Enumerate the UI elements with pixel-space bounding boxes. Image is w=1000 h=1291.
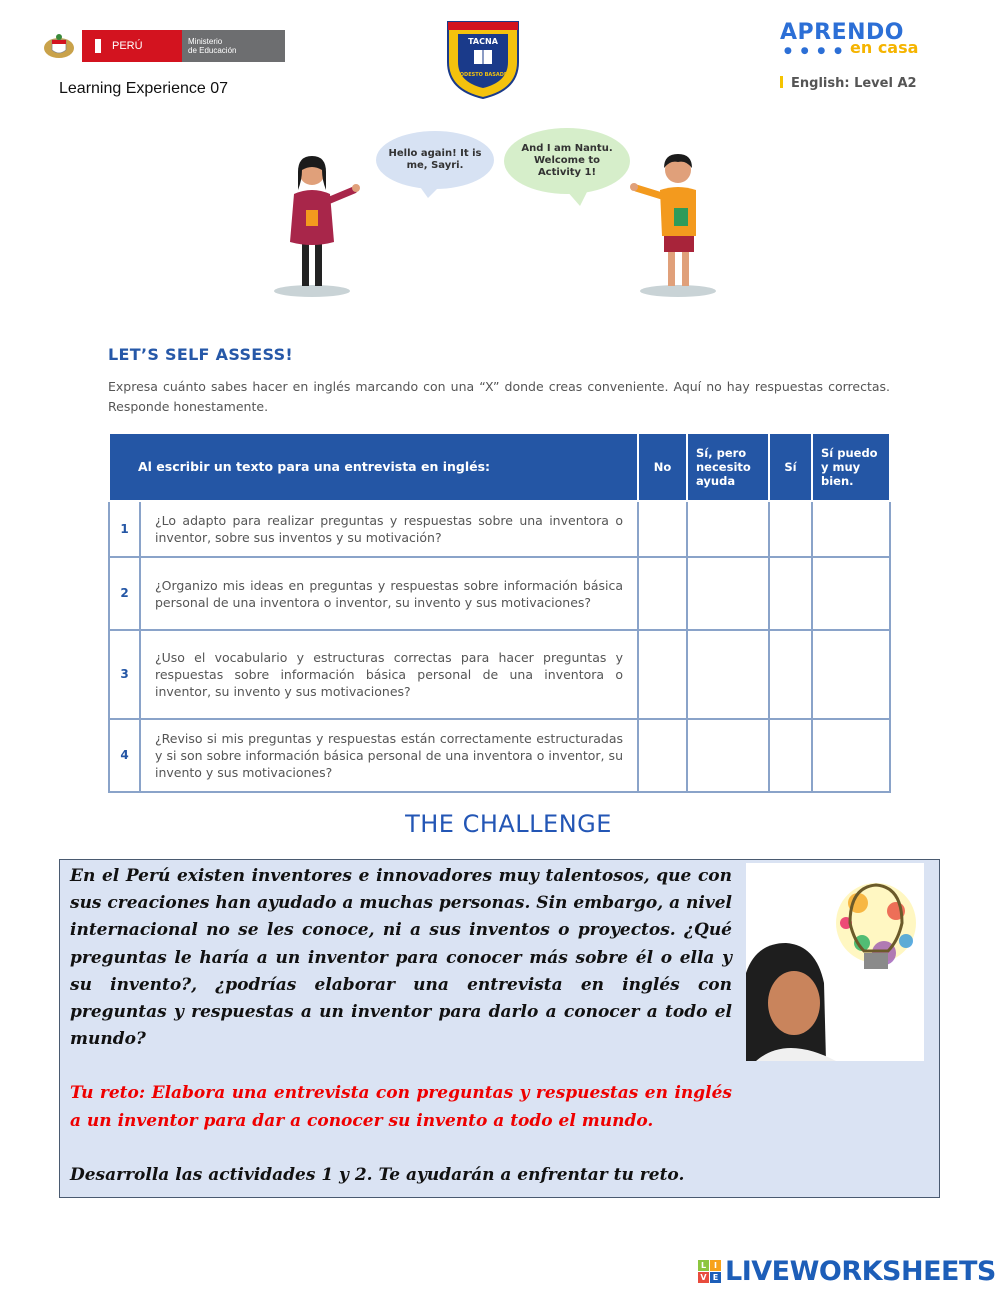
school-logo-top-text: TACNA: [468, 37, 498, 46]
self-assess-table: [108, 432, 891, 793]
aprendo-en-casa-logo: [780, 20, 960, 57]
brand-line1: APRENDO: [780, 20, 904, 45]
table-header-si-pero: Sí, pero necesito ayuda: [687, 433, 769, 501]
coat-of-arms-icon: [42, 32, 76, 60]
logo-block-l: L: [698, 1260, 709, 1271]
answer-cell-si[interactable]: [769, 719, 812, 792]
brand-dots-icon: ● ● ● ●: [784, 46, 845, 56]
boy-character-icon: [630, 148, 720, 298]
answer-cell-si-pero[interactable]: [687, 557, 769, 630]
ministry-logo: [42, 30, 285, 62]
table-row: [109, 501, 890, 557]
speech-bubble-sayri: Hello again! It is me, Sayri.: [376, 131, 494, 189]
answer-cell-si-puedo[interactable]: [812, 557, 890, 630]
table-header-main: Al escribir un texto para una entrevista en inglés:: [109, 433, 638, 501]
row-question: ¿Organizo mis ideas en preguntas y respuestas sobre información básica personal de una inventora o inventor, su invento y sus motivaciones?: [140, 557, 638, 630]
answer-cell-no[interactable]: [638, 719, 687, 792]
peru-flag-icon: [90, 39, 106, 53]
challenge-box: [59, 859, 940, 1198]
challenge-title: THE CHALLENGE: [405, 810, 612, 838]
challenge-paragraph: En el Perú existen inventores e innovadores muy talentosos, que con sus creaciones han ayudado a muchas personas. Sin embargo, a nivel internacional no se les conoce, ni a sus inventos o proyectos. ¿Qué preguntas le haría a un inventor para conocer más sobre él o ella y su invento?, ¿podrías elaborar una entrevista en inglés con preguntas y respuestas a un inventor para darlo a conocer a todo el mundo?: [70, 866, 732, 1050]
answer-cell-si[interactable]: [769, 630, 812, 719]
row-number: 4: [109, 719, 140, 792]
row-number: 1: [109, 501, 140, 557]
girl-character-icon: [272, 150, 362, 298]
self-assess-intro: Expresa cuánto sabes hacer en inglés marcando con una “X” donde creas conveniente. Aquí no hay respuestas correctas. Responde honestamente.: [108, 379, 890, 414]
characters-illustration: [260, 128, 730, 300]
liveworksheets-logo: [698, 1256, 996, 1286]
peru-label: PERÚ: [112, 40, 143, 52]
logo-block-v: V: [698, 1272, 709, 1283]
answer-cell-no[interactable]: [638, 501, 687, 557]
table-row: [109, 630, 890, 719]
row-number: 3: [109, 630, 140, 719]
table-row: [109, 719, 890, 792]
school-crest-logo: [444, 20, 522, 100]
ministry-label-line1: Ministerio: [188, 37, 223, 46]
table-header-si-puedo: Sí puedo y muy bien.: [812, 433, 890, 501]
answer-cell-no[interactable]: [638, 630, 687, 719]
challenge-reto: Tu reto: Elabora una entrevista con preguntas y respuestas en inglés a un inventor para dar a conocer su invento a todo el mundo.: [70, 1083, 732, 1131]
row-question: ¿Reviso si mis preguntas y respuestas están correctamente estructuradas y si son sobre información básica personal de una inventora o inventor, su invento y sus motivaciones?: [140, 719, 638, 792]
school-logo-bottom-text: MODESTO BASADRE: [454, 72, 512, 78]
answer-cell-si-pero[interactable]: [687, 630, 769, 719]
level-label: English: Level A2: [780, 76, 917, 91]
experience-label: Learning Experience 07: [59, 80, 229, 97]
self-assess-title: LET’S SELF ASSESS!: [108, 345, 294, 364]
row-question: ¿Lo adapto para realizar preguntas y respuestas sobre una inventora o inventor, sobre sus inventos y su motivación?: [140, 501, 638, 557]
answer-cell-si-pero[interactable]: [687, 719, 769, 792]
row-number: 2: [109, 557, 140, 630]
answer-cell-si-puedo[interactable]: [812, 501, 890, 557]
answer-cell-si[interactable]: [769, 557, 812, 630]
row-question: ¿Uso el vocabulario y estructuras correctas para hacer preguntas y respuestas sobre información básica personal de una inventora o inventor, su invento y sus motivaciones?: [140, 630, 638, 719]
liveworksheets-blocks-icon: [698, 1260, 721, 1283]
brand-line2: en casa: [850, 38, 919, 57]
answer-cell-si-pero[interactable]: [687, 501, 769, 557]
logo-block-e: E: [710, 1272, 721, 1283]
answer-cell-si-puedo[interactable]: [812, 719, 890, 792]
table-header-si: Sí: [769, 433, 812, 501]
answer-cell-si-puedo[interactable]: [812, 630, 890, 719]
table-row: [109, 557, 890, 630]
speech-bubble-nantu: And I am Nantu. Welcome to Activity 1!: [504, 128, 630, 194]
answer-cell-no[interactable]: [638, 557, 687, 630]
ministry-label-line2: de Educación: [188, 46, 237, 55]
liveworksheets-wordmark: LIVEWORKSHEETS: [725, 1255, 996, 1287]
logo-block-i: I: [710, 1260, 721, 1271]
table-header-no: No: [638, 433, 687, 501]
inventor-lightbulb-image: [746, 863, 924, 1061]
challenge-instruction: Desarrolla las actividades 1 y 2. Te ayudarán a enfrentar tu reto.: [70, 1164, 685, 1185]
answer-cell-si[interactable]: [769, 501, 812, 557]
table-header-row: [109, 433, 890, 501]
